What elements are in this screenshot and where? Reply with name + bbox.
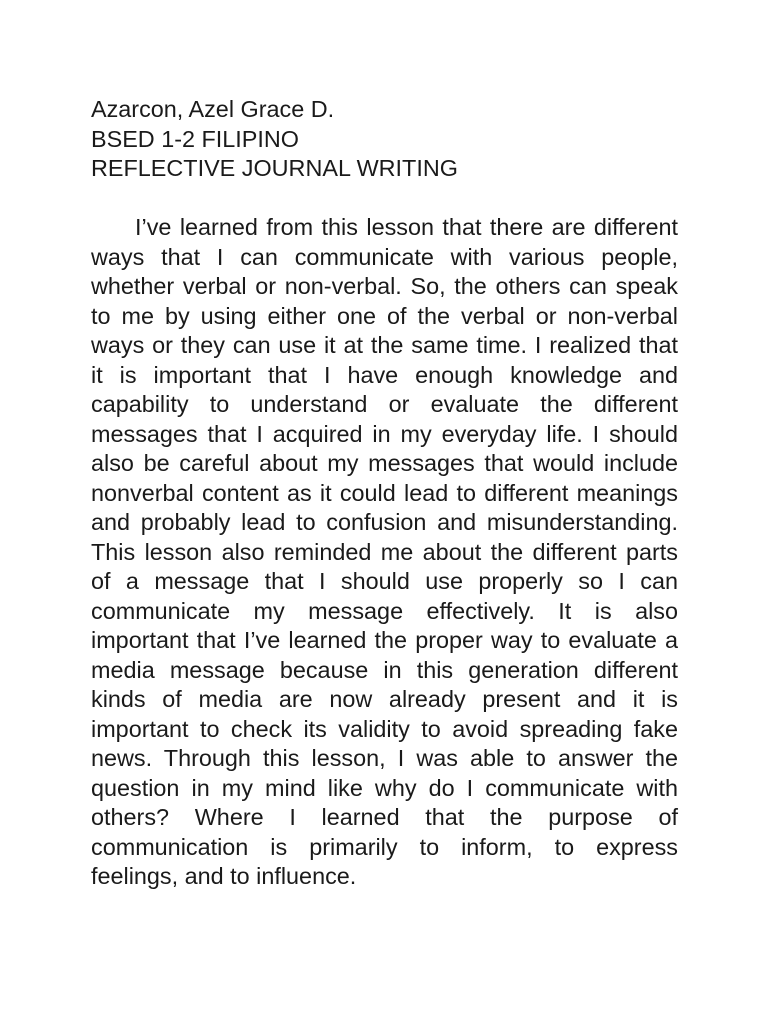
student-name: Azarcon, Azel Grace D. bbox=[91, 96, 335, 122]
journal-content bbox=[91, 95, 678, 892]
blank-line bbox=[91, 184, 678, 214]
document-title: REFLECTIVE JOURNAL WRITING bbox=[91, 155, 458, 181]
reflection-paragraph: I’ve learned from this lesson that there are different ways that I can communicate with various people, whether verbal or non-verbal. So, the others can speak to me by using either one of the verbal or non-verbal ways or they can use it at the same time. I realized that it is important that I have enough knowledge and capability to understand or evaluate the different messages that I acquired in my everyday life. I should also be careful about my messages that would include nonverbal content as it could lead to different meanings and probably lead to confusion and misunderstanding. This lesson also reminded me about the different parts of a message that I should use properly so I can communicate my message effectively. It is also important that I’ve learned the proper way to evaluate a media message because in this generation different kinds of media are now already present and it is important to check its validity to avoid spreading fake news. Through this lesson, I was able to answer the question in my mind like why do I communicate with others? Where I learned that the purpose of communication is primarily to inform, to express feelings, and to influence. bbox=[91, 214, 678, 889]
course-section: BSED 1-2 FILIPINO bbox=[91, 125, 299, 152]
